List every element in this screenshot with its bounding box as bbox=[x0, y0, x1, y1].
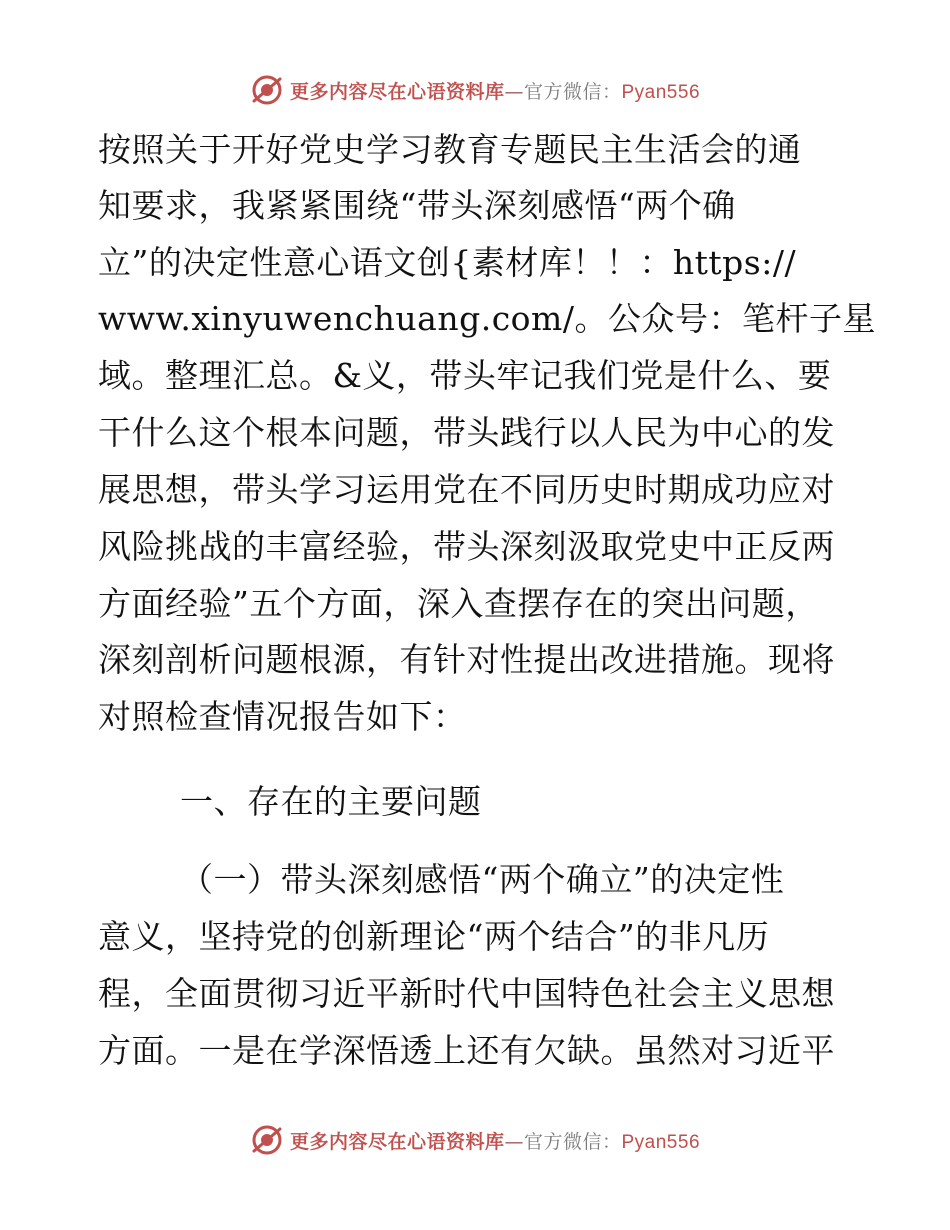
section-heading: 一、存在的主要问题 bbox=[180, 782, 482, 821]
watermark-account: Pyan556 bbox=[621, 1131, 701, 1153]
body-line: 对照检查情况报告如下： bbox=[98, 697, 467, 736]
section-line: 程，全面贯彻习近平新时代中国特色社会主义思想 bbox=[98, 974, 835, 1013]
watermark-official-label: 官方微信： bbox=[523, 1130, 622, 1153]
watermark-brand: 更多内容尽在心语资料库 bbox=[289, 1130, 505, 1153]
watermark-brand: 更多内容尽在心语资料库 bbox=[289, 80, 505, 103]
brand-logo-icon bbox=[250, 1123, 284, 1157]
body-line: 展思想，带头学习运用党在不同历史时期成功应对 bbox=[98, 470, 835, 509]
body-line: 方面经验”五个方面，深入查摆存在的突出问题， bbox=[98, 584, 819, 623]
watermark-separator: — bbox=[504, 80, 524, 103]
header-watermark bbox=[0, 70, 950, 110]
watermark-text bbox=[290, 1127, 700, 1154]
body-line: 按照关于开好党史学习教育专题民主生活会的通 bbox=[98, 130, 802, 169]
watermark-text bbox=[290, 77, 700, 104]
section-line: （一）带头深刻感悟“两个确立”的决定性 bbox=[180, 860, 785, 899]
watermark-account: Pyan556 bbox=[621, 81, 701, 103]
body-line: www.xinyuwenchuang.com/。公众号：笔杆子星 bbox=[98, 299, 876, 338]
body-line: 风险挑战的丰富经验，带头深刻汲取党史中正反两 bbox=[98, 527, 835, 566]
body-line: 域。整理汇总。&义，带头牢记我们党是什么、要 bbox=[98, 356, 832, 395]
body-line: 知要求，我紧紧围绕“带头深刻感悟“两个确 bbox=[98, 186, 736, 225]
section-line: 方面。一是在学深悟透上还有欠缺。虽然对习近平 bbox=[98, 1031, 835, 1070]
brand-logo-icon bbox=[250, 73, 284, 107]
body-line: 立”的决定性意心语文创{素材库！！：https:// bbox=[98, 243, 797, 282]
section-line: 意义，坚持党的创新理论“两个结合”的非凡历 bbox=[98, 917, 770, 956]
footer-watermark bbox=[0, 1120, 950, 1160]
watermark-official-label: 官方微信： bbox=[523, 80, 622, 103]
watermark-separator: — bbox=[504, 1130, 524, 1153]
body-line: 深刻剖析问题根源，有针对性提出改进措施。现将 bbox=[98, 640, 835, 679]
body-line: 干什么这个根本问题，带头践行以人民为中心的发 bbox=[98, 413, 835, 452]
